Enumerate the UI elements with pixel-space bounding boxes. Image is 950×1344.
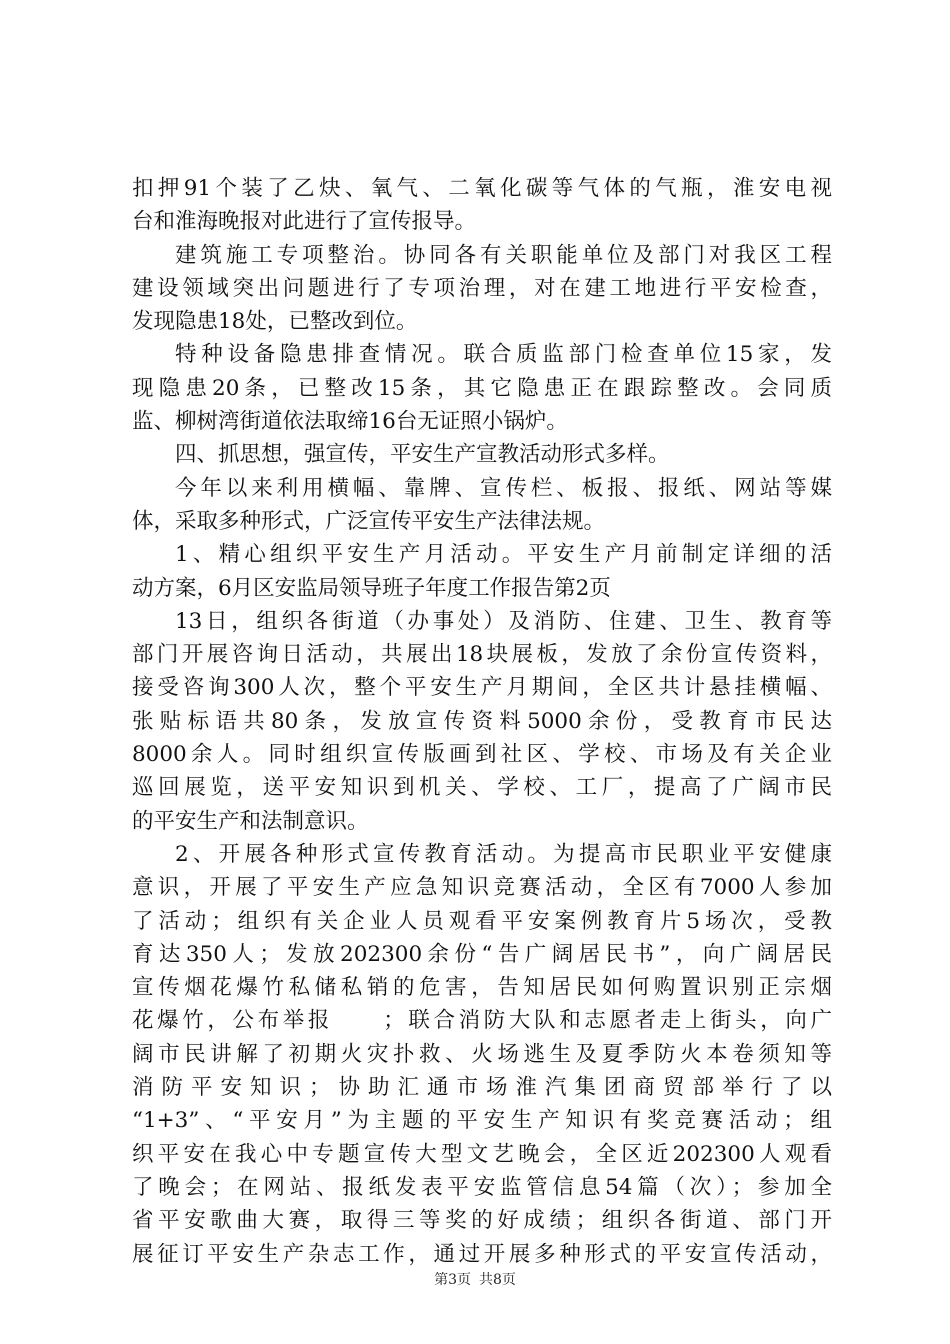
text-line: 发现隐患18处，已整改到位。 xyxy=(132,309,418,335)
text-line: 接受咨询300人次，整个平安生产月期间，全区共计悬挂横幅、 xyxy=(132,675,832,701)
document-body xyxy=(132,172,832,1271)
text-line: 四、抓思想，强宣传，平安生产宣教活动形式多样。 xyxy=(175,442,670,468)
text-line: 2、开展各种形式宣传教育活动。为提高市民职业平安健康 xyxy=(175,841,832,867)
text-line: 1、精心组织平安生产月活动。平安生产月前制定详细的活 xyxy=(175,542,832,568)
text-line: 消防平安知识；协助汇通市场淮汽集团商贸部举行了以 xyxy=(132,1075,832,1101)
text-line: 8000余人。同时组织宣传版画到社区、学校、市场及有关企业 xyxy=(132,742,832,768)
text-line: 织平安在我心中专题宣传大型文艺晚会，全区近202300人观看 xyxy=(132,1141,832,1167)
text-line: “1+3”、“平安月”为主题的平安生产知识有奖竞赛活动；组 xyxy=(132,1108,832,1134)
text-line: 今年以来利用横幅、靠牌、宣传栏、板报、报纸、网站等媒 xyxy=(175,475,832,501)
text-line: 部门开展咨询日活动，共展出18块展板，发放了余份宣传资料， xyxy=(132,642,832,668)
text-line: 巡回展览，送平安知识到机关、学校、工厂，提高了广阔市民 xyxy=(132,775,832,801)
text-line: 监、柳树湾街道依法取缔16台无证照小锅炉。 xyxy=(132,409,568,435)
text-line: 13日，组织各街道（办事处）及消防、住建、卫生、教育等 xyxy=(175,608,832,634)
text-line: 了活动；组织有关企业人员观看平安案例教育片5场次，受教 xyxy=(132,908,832,934)
text-line: 张贴标语共80条，发放宣传资料5000余份，受教育市民达 xyxy=(132,708,832,734)
text-line: 台和淮海晚报对此进行了宣传报导。 xyxy=(132,209,477,235)
page-footer xyxy=(0,1270,950,1290)
text-line: 意识，开展了平安生产应急知识竞赛活动，全区有7000人参加 xyxy=(132,875,832,901)
text-line: 育达350人；发放202300余份“告广阔居民书”，向广阔居民 xyxy=(132,941,832,967)
page-number-current: 第3页 xyxy=(434,1272,471,1288)
text-line: 了晚会；在网站、报纸发表平安监管信息54篇（次）；参加全 xyxy=(132,1174,832,1200)
text-line: 的平安生产和法制意识。 xyxy=(132,808,369,834)
text-line: 宣传烟花爆竹私储私销的危害，告知居民如何购置识别正宗烟 xyxy=(132,975,832,1001)
text-line: 扣押91个装了乙炔、氧气、二氧化碳等气体的气瓶，淮安电视 xyxy=(132,176,832,201)
text-line: 建设领域突出问题进行了专项治理，对在建工地进行平安检查， xyxy=(132,275,832,301)
text-line: 建筑施工专项整治。协同各有关职能单位及部门对我区工程 xyxy=(175,242,832,268)
text-line: 动方案，6月区安监局领导班子年度工作报告第2页 xyxy=(132,575,611,601)
text-line: 阔市民讲解了初期火灾扑救、火场逃生及夏季防火本卷须知等 xyxy=(132,1041,832,1067)
text-line: 花爆竹，公布举报 ；联合消防大队和志愿者走上街头，向广 xyxy=(132,1008,832,1034)
text-line: 展征订平安生产杂志工作，通过开展多种形式的平安宣传活动， xyxy=(132,1241,832,1267)
text-line: 省平安歌曲大赛，取得三等奖的好成绩；组织各街道、部门开 xyxy=(132,1208,832,1234)
text-line: 特种设备隐患排查情况。联合质监部门检查单位15家，发 xyxy=(175,342,832,368)
text-line: 现隐患20条，已整改15条，其它隐患正在跟踪整改。会同质 xyxy=(132,375,832,401)
text-line: 体，采取多种形式，广泛宣传平安生产法律法规。 xyxy=(132,508,606,534)
page-number-total: 共8页 xyxy=(479,1272,516,1288)
